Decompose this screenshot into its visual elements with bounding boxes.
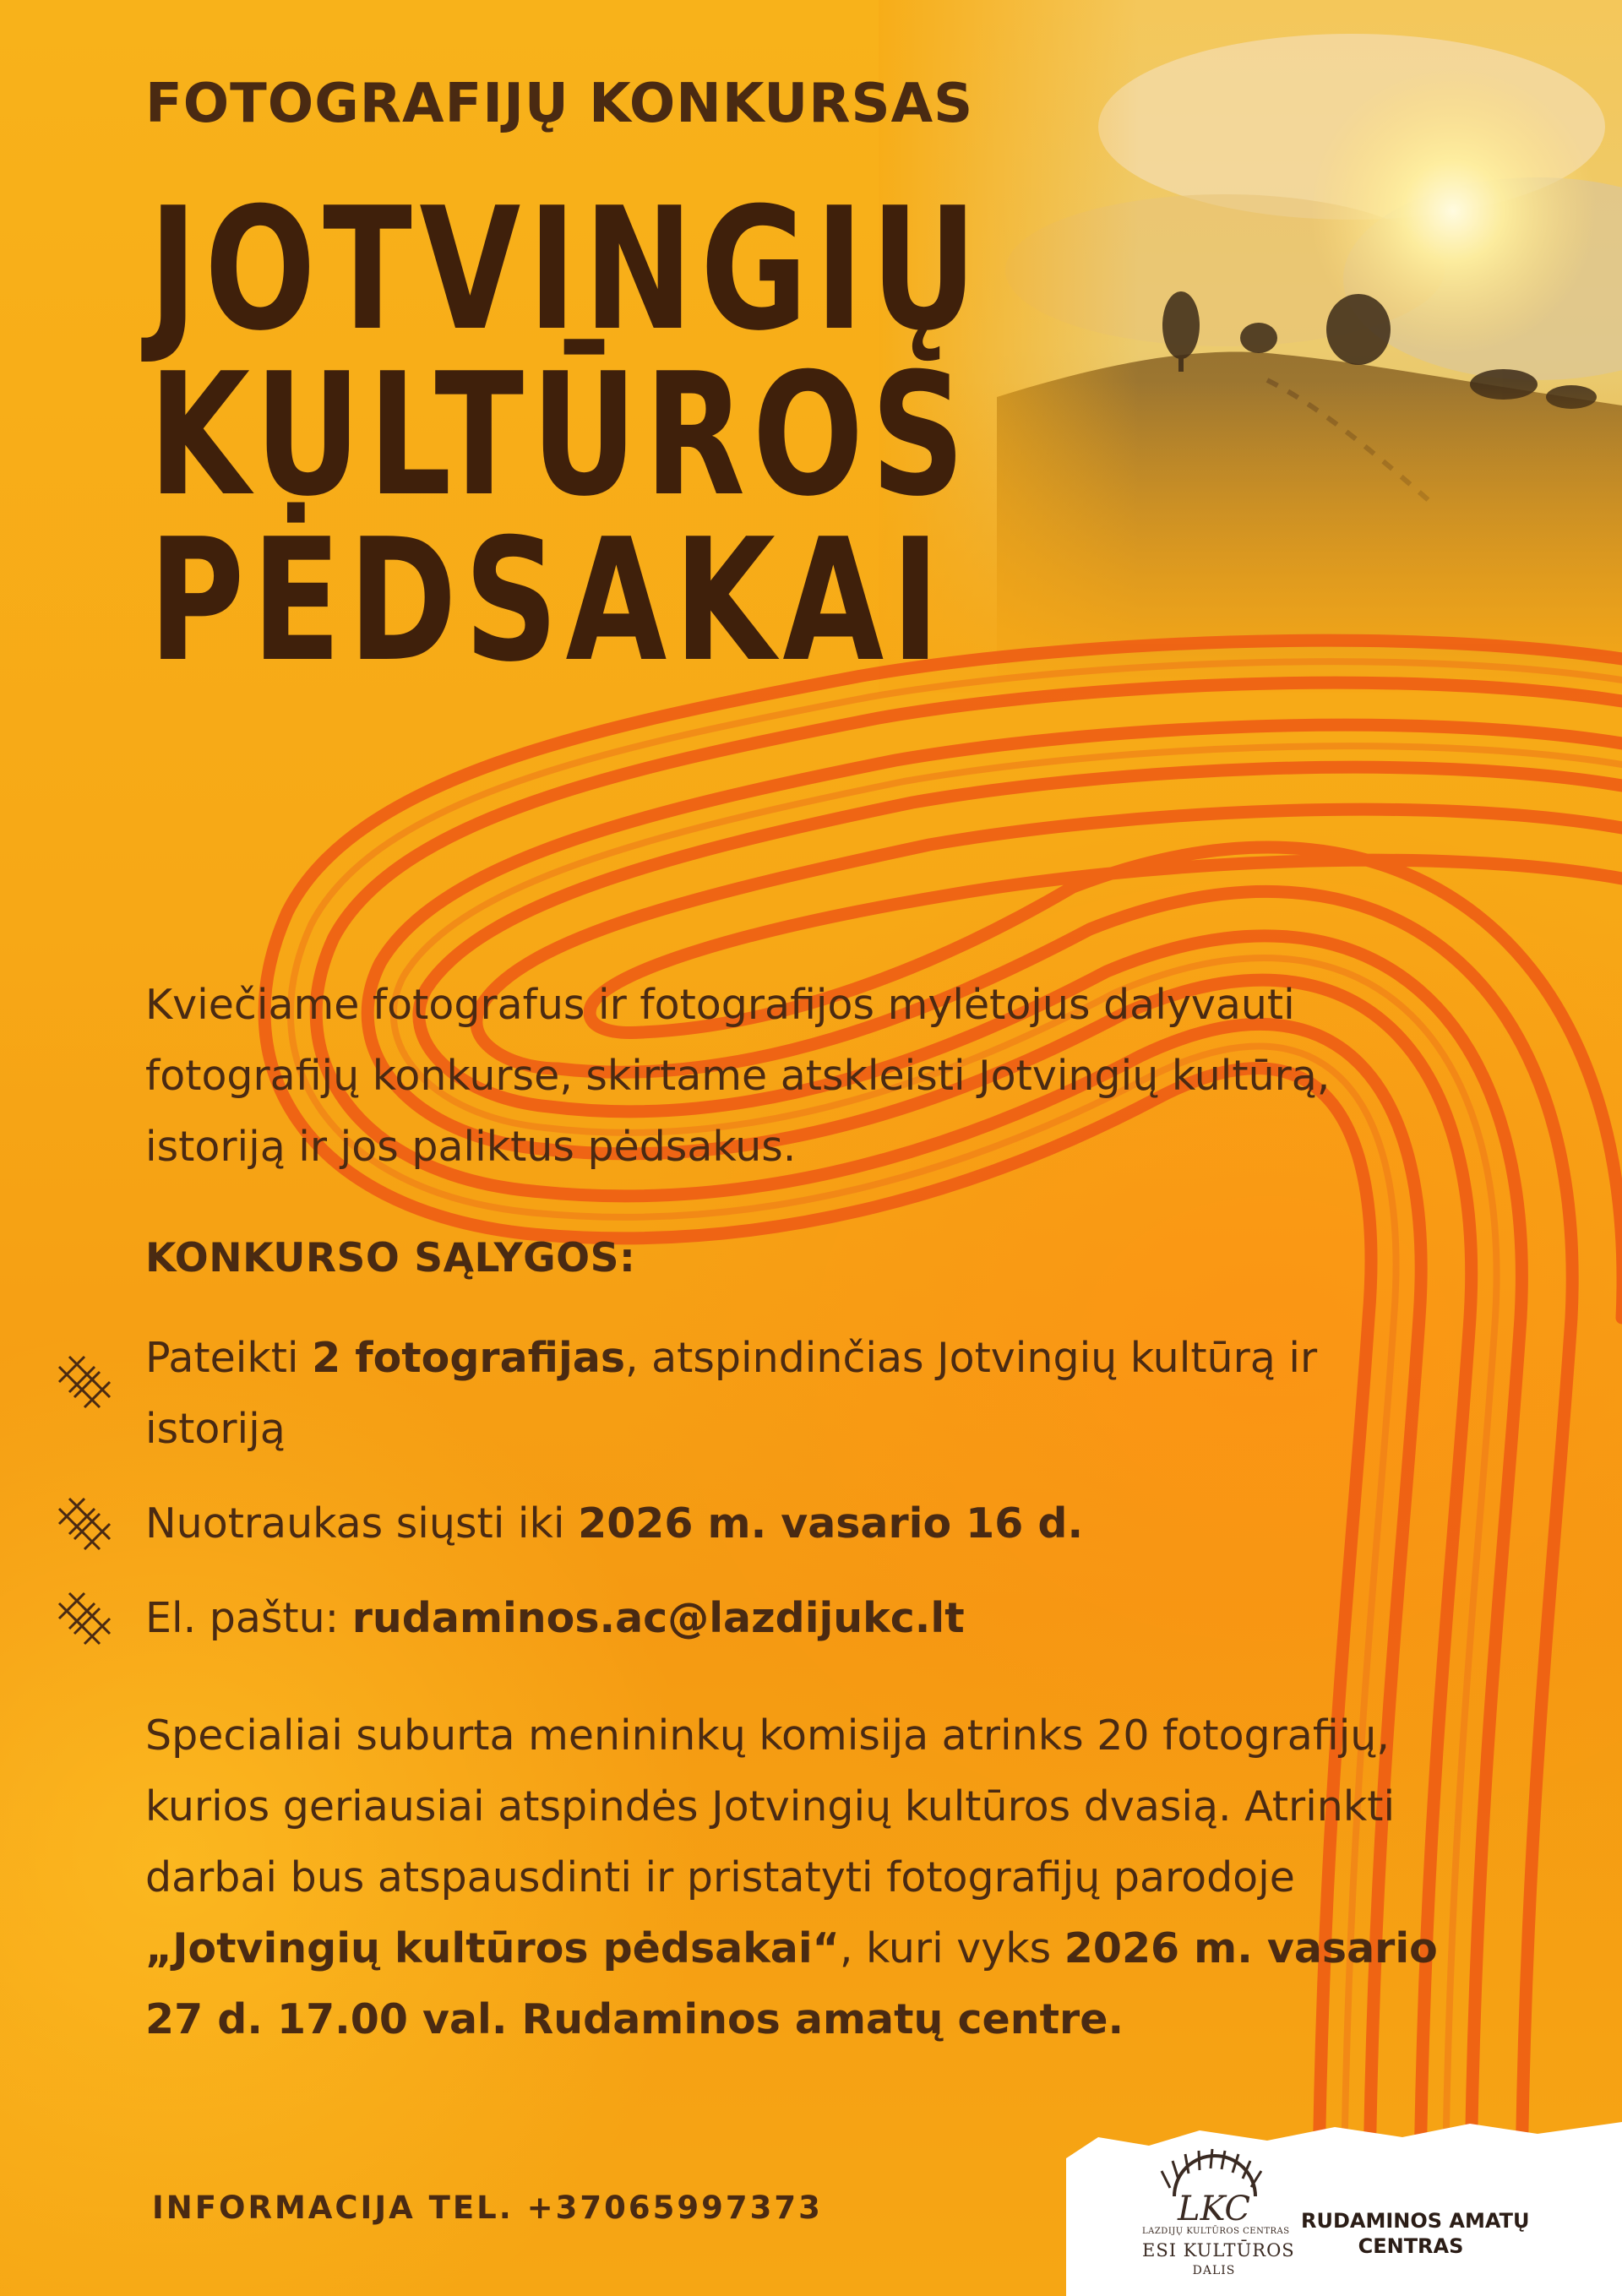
conditions-title: KONKURSO SĄLYGOS: [145,1235,636,1281]
condition-item-1 [145,1323,1412,1465]
cross-ornament-icon [52,1350,117,1414]
exhibition-title: „Jotvingių kultūros pėdsakai“ [145,1924,840,1972]
condition-1-bold: 2 fotografijas [312,1334,625,1382]
condition-item-2 [145,1488,1412,1559]
title-line-3: PĖDSAKAI [149,503,947,699]
rudaminos-line2: CENTRAS [1358,2234,1464,2258]
condition-2-bold: 2026 m. vasario 16 d. [578,1499,1084,1548]
title-line-1: JOTVINGIŲ [149,171,984,368]
exhibition-date-place: 2026 m. vasario 27 d. 17.00 val. Rudaminos amatų centre. [145,1924,1438,2043]
outro-paragraph [145,1700,1455,2055]
cross-ornament-icon [52,1492,117,1556]
outro-text-1: Specialiai suburta menininkų komisija atrinks 20 fotografijų, kurios geriausiai atspindės Jotvingių kultūros dvasią. Atrinkti darbai bus atspausdinti ir pristatyti fotografijų parodoje [145,1711,1396,1902]
intro-paragraph: Kviečiame fotografus ir fotografijos mylėtojus dalyvauti fotografijų konkurse, skirtame atskleisti Jotvingių kultūrą, istoriją ir jos paliktus pėdsakus. [145,981,1331,1171]
lkc-logo-line1: ESI KULTŪROS [1142,2240,1295,2261]
condition-3-text: El. paštu: [145,1594,352,1642]
condition-item-3 [145,1583,1412,1654]
lkc-logo-small-text: LAZDIJŲ KULTŪROS CENTRAS [1142,2227,1290,2236]
condition-2-text: Nuotraukas siųsti iki [145,1499,579,1548]
title-line-2: KULTŪROS [149,337,972,534]
lkc-letters: LKC [1178,2190,1250,2228]
email-link[interactable]: rudaminos.ac@lazdijukc.lt [351,1594,965,1642]
rudaminos-line1: RUDAMINOS AMATŲ [1301,2209,1530,2233]
lkc-logo-line2: DALIS [1192,2264,1236,2277]
info-phone: INFORMACIJA TEL. +37065997373 [152,2190,823,2226]
condition-1-text: Pateikti [145,1334,313,1382]
outro-text-2: , kuri vyks [839,1924,1064,1972]
kicker-heading: FOTOGRAFIJŲ KONKURSAS [145,73,974,135]
cross-ornament-icon [52,1586,117,1651]
rudaminos-logo [1301,2208,1530,2259]
main-title [149,171,1021,699]
condition-1-rest: , atspindinčias Jotvingių kultūrą ir istoriją [145,1334,1318,1453]
